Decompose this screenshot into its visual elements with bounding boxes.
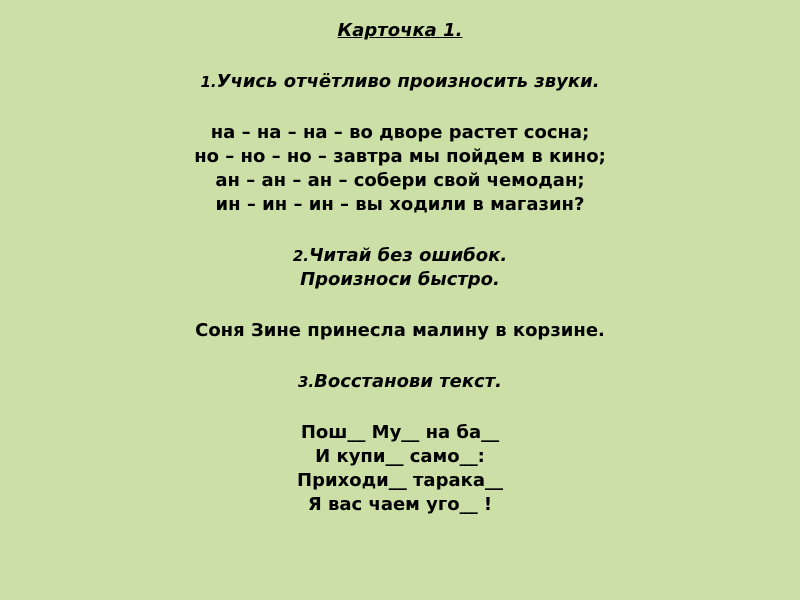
spacer [0,292,800,319]
task1-rhymes [0,121,800,217]
spacer [0,217,800,244]
gapped-line: И купи__ само__: [315,446,485,467]
task3-heading [0,370,800,394]
task1-heading [0,70,800,94]
gapped-line: Приходи__ тарака__ [297,470,503,491]
rhyme-line: ан – ан – ан – собери свой чемодан; [215,170,585,191]
task2-heading [0,244,800,268]
gapped-line: Пош__ Му__ на ба__ [300,422,500,443]
spacer [0,343,800,370]
task3-heading-text: Восстанови текст. [314,371,502,392]
task2-heading-text: Читай без ошибок. [308,245,508,266]
task3-gapped-text [0,421,800,517]
gapped-line: Я вас чаем уго__ ! [307,494,493,515]
task3-number: 3. [297,373,315,391]
spacer [0,394,800,421]
rhyme-line: на – на – на – во дворе растет сосна; [210,122,590,143]
card-title [0,19,800,43]
card-title-text: Карточка 1. [337,20,463,41]
task1-heading-text: Учись отчётливо произносить звуки. [216,71,600,92]
task2-subheading: Произноси быстро. [300,269,500,290]
tongue-twister: Соня Зине принесла малину в корзине. [195,320,605,341]
spacer [0,43,800,70]
rhyme-line: но – но – но – завтра мы пойдем в кино; [194,146,606,167]
rhyme-line: ин – ин – ин – вы ходили в магазин? [215,194,585,215]
task2-number: 2. [292,247,309,265]
spacer [0,94,800,121]
task1-number: 1. [200,73,217,91]
